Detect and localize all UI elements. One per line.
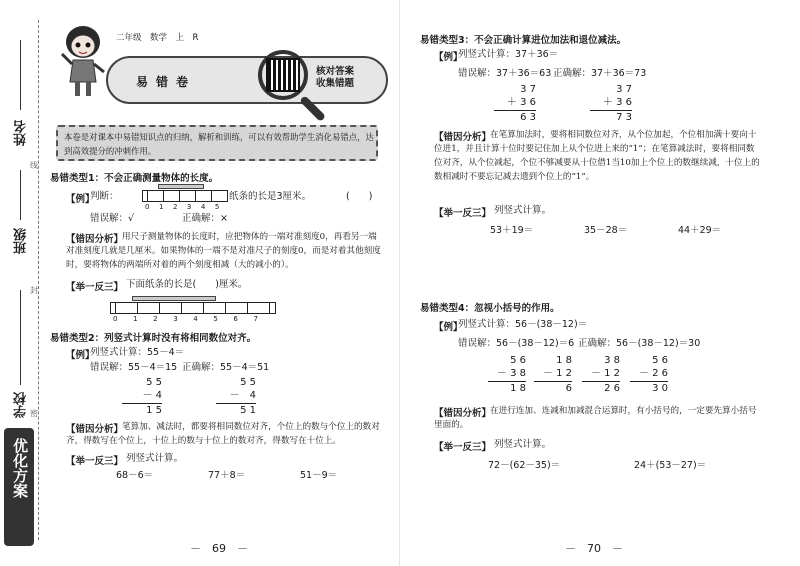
type4-practice-tag: 【举一反三】 (434, 442, 492, 453)
type1-practice-tag: 【举一反三】 (66, 282, 124, 293)
type4-example-tag: 【例】 (434, 322, 463, 333)
type1-example-tag: 【例】 (66, 194, 95, 205)
type2-problem-1: 68－6＝ (116, 470, 154, 481)
school-label: 学校 (14, 392, 29, 418)
page-number-left: － 69 － (190, 542, 248, 555)
type2-wrong: 错误解：55－4＝15 (90, 362, 178, 373)
type3-practice: 列竖式计算。 (494, 205, 552, 216)
type3-analysis-tag: 【错因分析】 (434, 132, 492, 143)
type2-problem-2: 77＋8＝ (208, 470, 246, 481)
type2-right-calc: 5 5 － 4 5 1 (216, 376, 256, 417)
type3-problem-2: 35－28＝ (584, 225, 628, 236)
brand-logo (4, 428, 34, 546)
ruler-2 (110, 302, 276, 314)
paper-strip-1 (158, 184, 204, 189)
type3-problem-3: 44＋29＝ (678, 225, 722, 236)
banner-title: 易错卷 (136, 75, 197, 89)
type3-practice-tag: 【举一反三】 (434, 208, 492, 219)
type1-answer-bracket[interactable]: ( ) (346, 191, 373, 202)
ruler-1 (142, 190, 228, 202)
type4-wrong-calc-1: 5 6 － 3 8 1 8 (488, 354, 526, 395)
class-line (20, 170, 21, 220)
type1-right: 正确解：× (182, 213, 228, 224)
type1-analysis: 用尺子测量物体的长度时，应把物体的一端对准刻度0，再看另一端对准刻度几就是几厘米。如果物体的一端不是对准尺子的刻度0，而是对着其他刻度时，要将物体的两端所对着的两个刻度相减（大的减小的）。 (66, 232, 381, 270)
type4-practice: 列竖式计算。 (494, 439, 552, 450)
type1-wrong: 错误解：√ (90, 213, 135, 224)
class-label: 班级 (14, 228, 29, 254)
name-label: 姓名 (14, 120, 29, 146)
type2-wrong-calc: 5 5 － 4 1 5 (122, 376, 162, 417)
type1-example-tail: 纸条的长是3厘米。 (229, 191, 312, 202)
type2-problem-3: 51－9＝ (300, 470, 338, 481)
page-divider (399, 0, 400, 566)
qr-code-icon[interactable] (266, 58, 300, 92)
type3-problem-1: 53＋19＝ (490, 225, 534, 236)
type4-analysis: 在进行连加、连减和加减混合运算时，有小括号的，一定要先算小括号里面的。 (434, 406, 757, 430)
type3-wrong: 错误解：37＋36＝63 (458, 68, 552, 79)
brand-logo-text: 优化方案 (11, 438, 29, 498)
type4-right-calc-2: 5 6 － 2 6 3 0 (630, 354, 668, 395)
type4-right: 正确解：56－(38－12)＝30 (578, 338, 701, 349)
seal-text-1: 线 (30, 161, 38, 170)
school-line (20, 290, 21, 385)
ruler-2-labels: 01234567 (113, 315, 274, 323)
type2-example-tag: 【例】 (66, 350, 95, 361)
type1-title: 易错类型1：不会正确测量物体的长度。 (50, 173, 219, 184)
type1-example-lead: 判断： (90, 191, 119, 202)
type4-example: 列竖式计算：56－(38－12)＝ (458, 319, 588, 330)
type2-example: 列竖式计算：55－4＝ (90, 347, 185, 358)
type2-title: 易错类型2：列竖式计算时没有将相同数位对齐。 (50, 333, 257, 344)
type4-title: 易错类型4：忽视小括号的作用。 (420, 303, 560, 314)
type2-analysis-tag: 【错因分析】 (66, 424, 124, 435)
page-number-right: － 70 － (565, 542, 623, 555)
type1-practice: 下面纸条的长是( )厘米。 (126, 279, 248, 290)
type2-analysis: 笔算加、减法时，都要将相同数位对齐，个位上的数与个位上的数对齐，得数写在个位上，十位上的数与十位上的数对齐，得数写在十位上。 (66, 422, 380, 446)
paper-strip-2 (132, 296, 216, 301)
type2-practice: 列竖式计算。 (126, 453, 184, 464)
seal-dash-line (38, 20, 39, 540)
type2-practice-tag: 【举一反三】 (66, 456, 124, 467)
seal-text-2: 封 (30, 286, 38, 295)
check-answer-line-1: 核对答案 (316, 66, 355, 77)
type1-analysis-tag: 【错因分析】 (66, 234, 124, 245)
grade-subject: 二年级 数学 上 R (116, 33, 199, 43)
type4-problem-2: 24＋(53－27)＝ (634, 460, 707, 471)
type3-right: 正确解：37＋36＝73 (553, 68, 647, 79)
check-answer-line-2: 收集错题 (316, 77, 355, 89)
girl-mascot (58, 20, 108, 100)
type4-wrong-calc-2: 1 8 － 1 2 6 (534, 354, 572, 395)
type3-wrong-calc: 3 7 ＋ 3 6 6 3 (494, 83, 536, 124)
check-answer-label (316, 66, 354, 90)
type4-analysis-tag: 【错因分析】 (434, 408, 492, 419)
type3-example: 列竖式计算：37＋36＝ (458, 49, 559, 60)
intro-text: 本卷是对课本中易错知识点的归纳，解析和训练，可以有效帮助学生消化易错点，达到高效提分的冲刺作用。 (64, 132, 374, 156)
seal-text-3: 密 (30, 409, 38, 418)
type2-right: 正确解：55－4＝51 (182, 362, 270, 373)
ruler-1-labels: 012345 (145, 203, 229, 211)
type3-right-calc: 3 7 ＋ 3 6 7 3 (590, 83, 632, 124)
name-line (20, 40, 21, 110)
type4-wrong: 错误解：56－(38－12)＝6 (458, 338, 575, 349)
type4-problem-1: 72－(62－35)＝ (488, 460, 561, 471)
type3-example-tag: 【例】 (434, 52, 463, 63)
type4-right-calc-1: 3 8 － 1 2 2 6 (582, 354, 620, 395)
type3-title: 易错类型3：不会正确计算进位加法和退位减法。 (420, 35, 627, 46)
type3-analysis: 在笔算加法时，要将相同数位对齐，从个位加起，个位相加满十要向十位进1，并且计算十位时要记住加上从个位进上来的“1”；在笔算减法时，要将相同数位对齐，从个位减起，个位不够减要从十位借1当10加上个位上的数继续减，十位上的数相减时不要忘记减去遗到个位上的“1”。 (434, 130, 760, 182)
